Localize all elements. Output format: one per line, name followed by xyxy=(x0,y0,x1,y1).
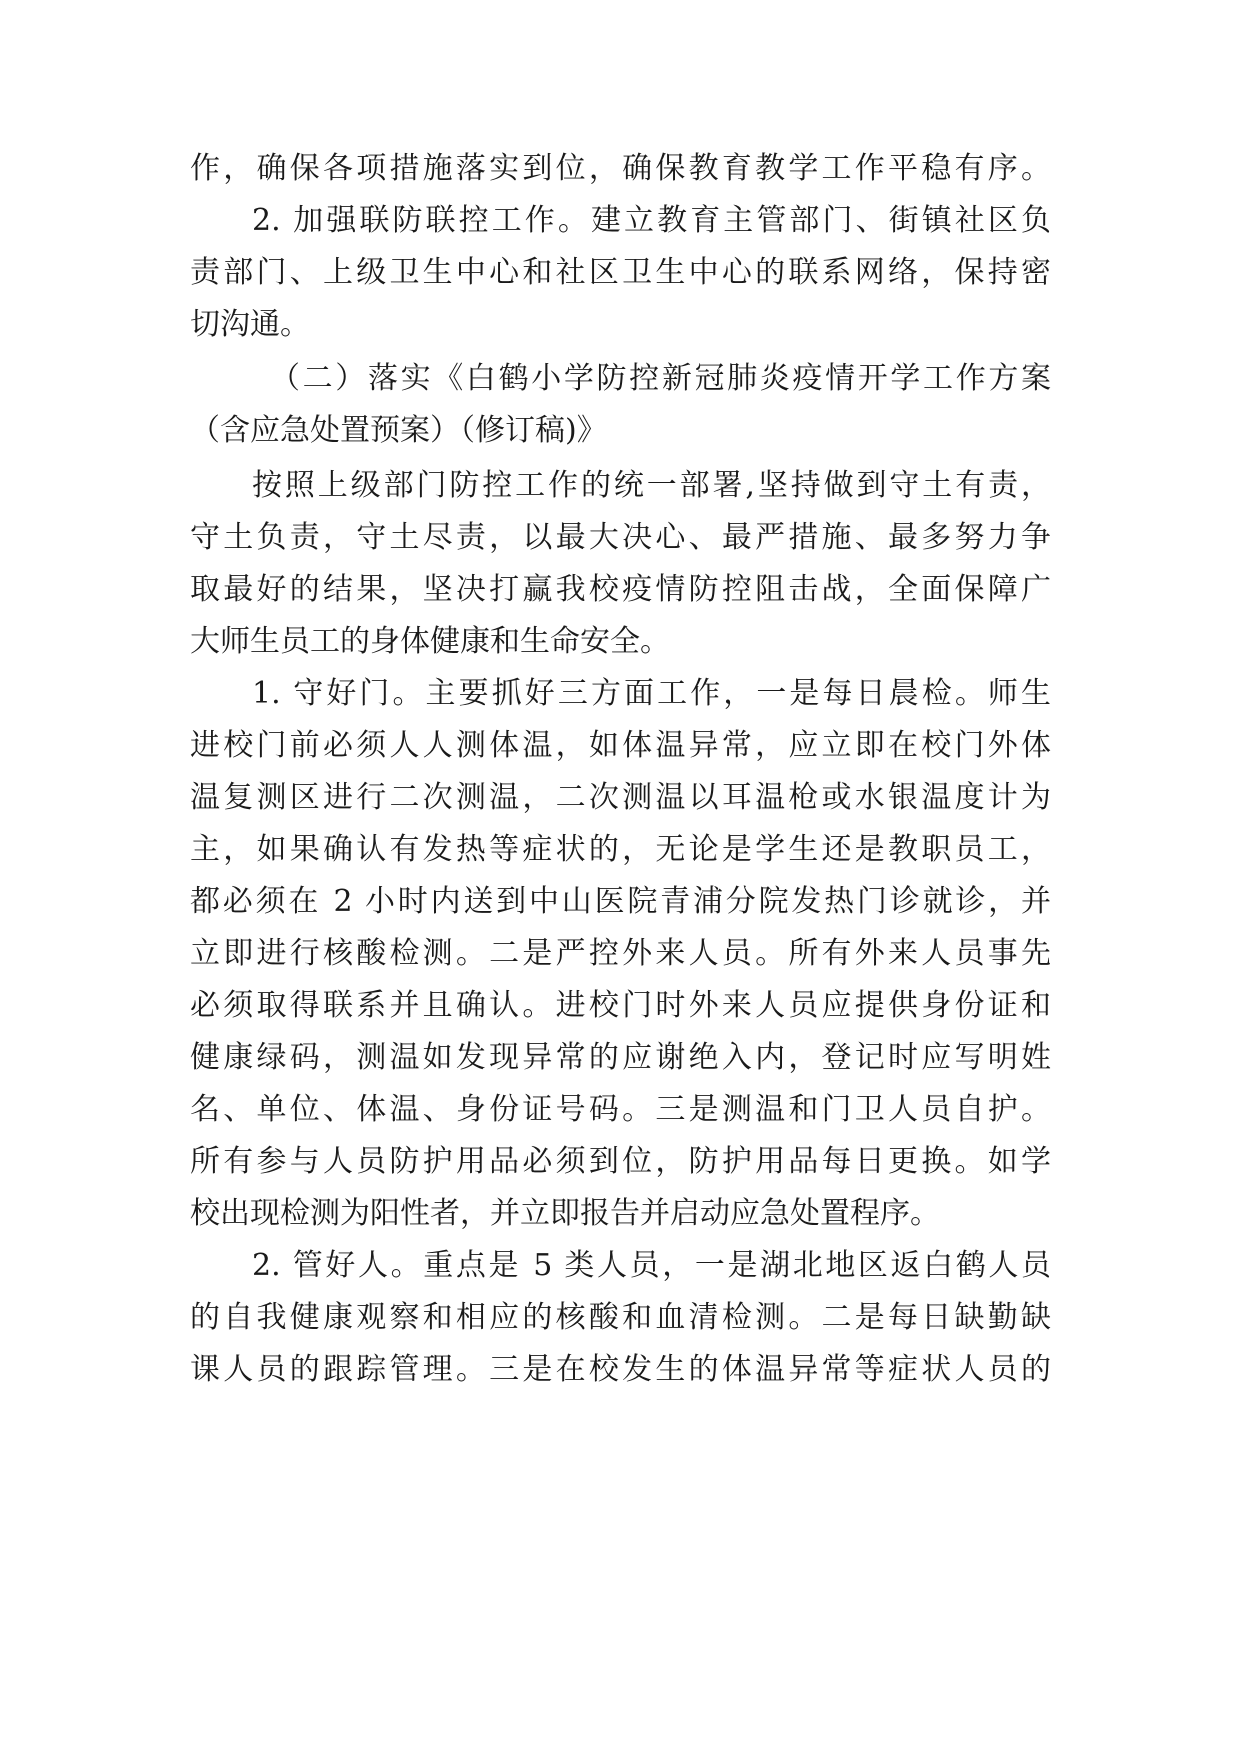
paragraph-line: 1. 守好门。主要抓好三方面工作，一是每日晨检。师生 xyxy=(252,676,1051,711)
paragraph-line: 都必须在 2 小时内送到中山医院青浦分院发热门诊就诊，并 xyxy=(190,884,1051,919)
paragraph-line: 2. 管好人。重点是 5 类人员，一是湖北地区返白鹤人员 xyxy=(252,1248,1051,1283)
paragraph-line: 课人员的跟踪管理。三是在校发生的体温异常等症状人员的 xyxy=(190,1352,1051,1387)
paragraph-line: 名、单位、体温、身份证号码。三是测温和门卫人员自护。 xyxy=(190,1092,1051,1127)
paragraph-line: 大师生员工的身体健康和生命安全。 xyxy=(190,624,670,659)
paragraph-line: 进校门前必须人人测体温，如体温异常，应立即在校门外体 xyxy=(190,728,1051,763)
paragraph-line: 按照上级部门防控工作的统一部署,坚持做到守土有责， xyxy=(252,468,1051,503)
paragraph-line: 必须取得联系并且确认。进校门时外来人员应提供身份证和 xyxy=(190,988,1051,1023)
paragraph-line: 2. 加强联防联控工作。建立教育主管部门、街镇社区负 xyxy=(252,203,1051,238)
paragraph-line: 健康绿码，测温如发现异常的应谢绝入内，登记时应写明姓 xyxy=(190,1040,1051,1075)
paragraph-line: 的自我健康观察和相应的核酸和血清检测。二是每日缺勤缺 xyxy=(190,1300,1051,1335)
section-heading-line: （二）落实《白鹤小学防控新冠肺炎疫情开学工作方案 xyxy=(270,361,1051,396)
paragraph-line: 守土负责，守土尽责，以最大决心、最严措施、最多努力争 xyxy=(190,520,1051,555)
paragraph-line: 取最好的结果，坚决打赢我校疫情防控阻击战，全面保障广 xyxy=(190,572,1051,607)
paragraph-line: 所有参与人员防护用品必须到位，防护用品每日更换。如学 xyxy=(190,1144,1051,1179)
paragraph-line: 立即进行核酸检测。二是严控外来人员。所有外来人员事先 xyxy=(190,936,1051,971)
paragraph-line: 作，确保各项措施落实到位，确保教育教学工作平稳有序。 xyxy=(190,151,1051,186)
paragraph-line: 切沟通。 xyxy=(190,307,310,342)
paragraph-line: 责部门、上级卫生中心和社区卫生中心的联系网络，保持密 xyxy=(190,255,1051,290)
paragraph-line: 温复测区进行二次测温，二次测温以耳温枪或水银温度计为 xyxy=(190,780,1051,815)
section-heading-line: （含应急处置预案）（修订稿)》 xyxy=(190,413,607,448)
paragraph-line: 校出现检测为阳性者，并立即报告并启动应急处置程序。 xyxy=(190,1196,940,1231)
paragraph-line: 主，如果确认有发热等症状的，无论是学生还是教职员工， xyxy=(190,832,1051,867)
